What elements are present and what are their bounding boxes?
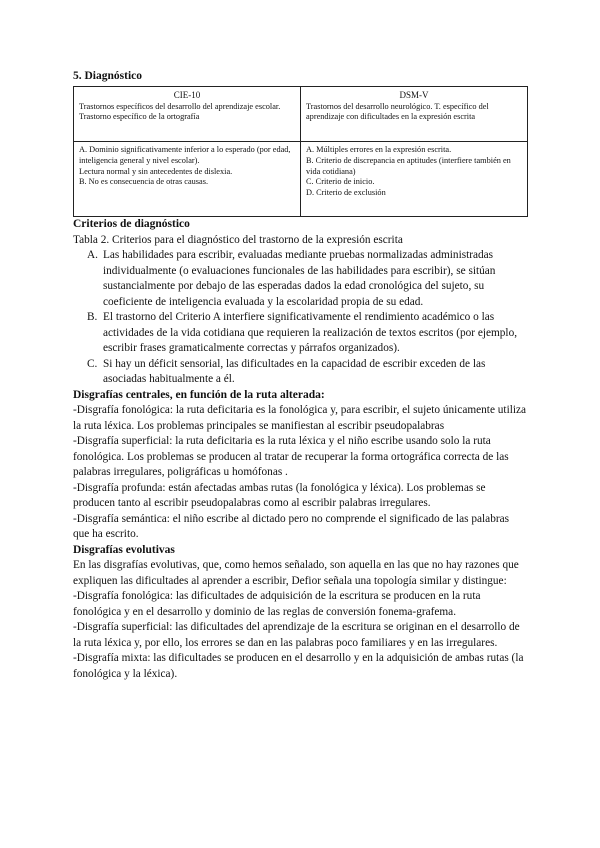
cie10-subtitle: Trastornos específicos del desarrollo del aprendizaje escolar. Trastorno específico de la ortografía (79, 101, 281, 122)
dsm5-item: C. Criterio de inicio. (306, 177, 375, 187)
cie10-title: CIE-10 (173, 90, 201, 100)
document-page (73, 70, 528, 682)
centrales-heading: Disgrafías centrales, en función de la ruta alterada: (73, 388, 325, 401)
dsm5-item: D. Criterio de exclusión (306, 188, 386, 198)
list-item-text: Si hay un déficit sensorial, las dificultades en la capacidad de escribir exceden de las asociadas habitualmente a él. (103, 357, 486, 385)
paragraph: -Disgrafía superficial: las dificultades del aprendizaje de la escritura se originan en el desarrollo de la ruta léxica y, por ello, los errores se dan en las palabras poco familiares y en las irregulares. (73, 621, 520, 649)
list-item-text: Las habilidades para escribir, evaluadas mediante pruebas normalizadas administradas individualmente (o evaluaciones funcionales de las habilidades para escribir), se sitúan sustancialmente por debajo de las esperadas dados la edad cronológica del sujeto, su coeficiente de inteligencia evaluada y la escolaridad propia de su edad. (103, 249, 496, 308)
list-item (73, 248, 528, 310)
paragraph: En las disgrafías evolutivas, que, como hemos señalado, son aquella en las que no hay razones que expliquen las dificultades al aprender a escribir, Defior señala una topología similar y distingue: (73, 559, 519, 587)
cie10-criteria-cell (74, 142, 301, 217)
list-marker: C. (87, 357, 98, 370)
list-item (73, 310, 528, 357)
cie10-item: B. No es consecuencia de otras causas. (79, 177, 209, 187)
paragraph: -Disgrafía superficial: la ruta deficitaria es la ruta léxica y el niño escribe usando solo la ruta fonológica. Los problemas se producen al tratar de recuperar la forma ortográfica correcta de las palabras irregulares, poligráficas u homófonas . (73, 435, 509, 478)
dsm5-item: B. Criterio de discrepancia en aptitudes (interfiere también en vida cotidiana) (306, 155, 511, 176)
table-header-dsm5 (301, 87, 528, 142)
paragraph: -Disgrafía mixta: las dificultades se producen en el desarrollo y en la adquisición de ambas rutas (la fonológica y la léxica). (73, 652, 524, 680)
list-marker: B. (87, 311, 98, 323)
paragraph: -Disgrafía fonológica: la ruta deficitaria es la fonológica y, para escribir, el sujeto únicamente utiliza la ruta léxica. Los problemas principales se manifiestan al escribir pseudopalabras (73, 404, 527, 432)
paragraph: -Disgrafía semántica: el niño escribe al dictado pero no comprende el significado de las palabras que ha escrito. (73, 512, 510, 540)
table-caption: Tabla 2. Criterios para el diagnóstico del trastorno de la expresión escrita (73, 233, 403, 246)
paragraph: -Disgrafía fonológica: las dificultades de adquisición de la escritura se producen en la ruta fonológica y en el desarrollo y dominio de las reglas de conversión fonema-grafema. (73, 590, 481, 618)
evolutivas-heading: Disgrafías evolutivas (73, 543, 175, 556)
section-heading: 5. Diagnóstico (73, 70, 142, 82)
criterios-list (73, 248, 528, 388)
criterios-heading: Criterios de diagnóstico (73, 218, 190, 230)
dsm5-criteria-cell (301, 142, 528, 217)
list-item-text: El trastorno del Criterio A interfiere significativamente el rendimiento académico o las actividades de la vida cotidiana que requieren la realización de textos escritos (por ejemplo, escribir frases gramaticalmente correctas y párrafos organizados). (103, 311, 518, 354)
dsm5-subtitle: Trastornos del desarrollo neurológico. T. específico del aprendizaje con dificultades en la expresión escrita (306, 101, 489, 122)
diagnostic-table (73, 86, 528, 217)
dsm5-title: DSM-V (399, 90, 429, 100)
cie10-item: Lectura normal y sin antecedentes de dislexia. (79, 166, 233, 176)
list-marker: A. (87, 249, 98, 261)
list-item (73, 357, 528, 388)
paragraph: -Disgrafía profunda: están afectadas ambas rutas (la fonológica y léxica). Los problemas se producen tanto al escribir pseudopalabras como al escribir palabras irregulares. (73, 481, 486, 509)
dsm5-item: A. Múltiples errores en la expresión escrita. (306, 145, 452, 154)
cie10-item: A. Dominio significativamente inferior a lo esperado (por edad, inteligencia general y nivel escolar). (79, 145, 291, 165)
table-header-cie10 (74, 87, 301, 142)
